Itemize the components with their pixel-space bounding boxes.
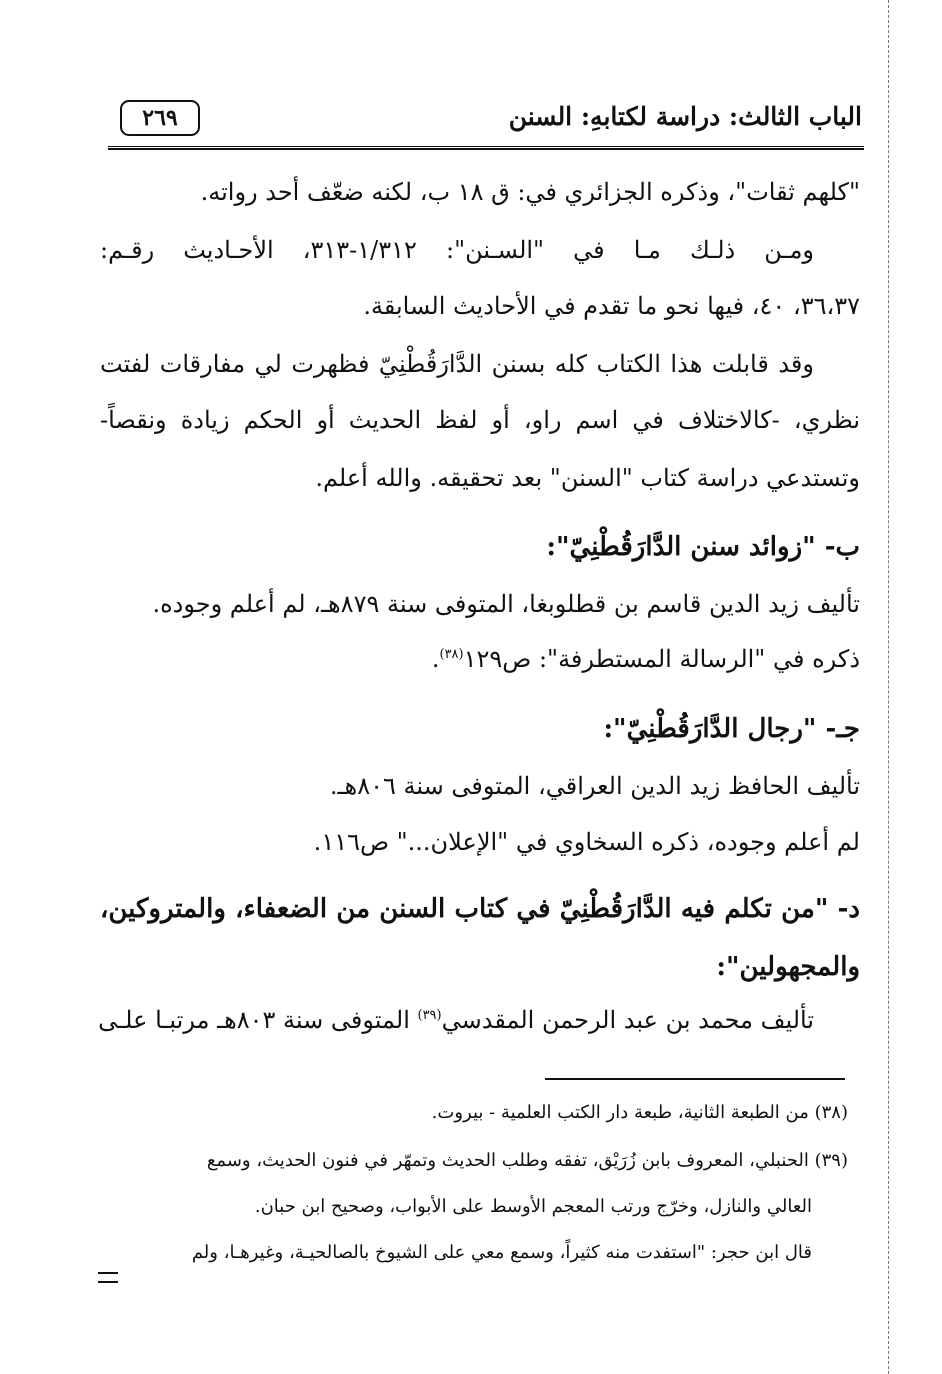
body-line-8 — [100, 645, 906, 673]
footnote-separator — [545, 1078, 845, 1080]
footnote-39-line-2: العالي والنازل، وخرّج ورتب المعجم الأوسط على الأبواب، وصحيح ابن حبان. — [254, 1196, 812, 1217]
body-line-11-start: تأليف محمد بن عبد الرحمن المقدسي — [441, 1006, 814, 1034]
body-line-2: ومـن ذلـك مـا في "السـنن": ١/٣١٢-٣١٣، الأحـاديث رقـم: — [100, 236, 815, 264]
footnote-ref-39: (٣٩) — [417, 1008, 442, 1023]
footnote-38: (٣٨) من الطبعة الثانية، طبعة دار الكتب العلمية - بيروت. — [431, 1102, 848, 1123]
running-header — [110, 98, 862, 144]
body-line-7: تأليف زيد الدين قاسم بن قطلوبغا، المتوفى سنة ٨٧٩هـ، لم أعلم وجوده. — [152, 590, 860, 618]
header-rule — [108, 146, 864, 150]
body-line-8-text: ذكره في "الرسالة المستطرفة": ص١٢٩ — [463, 645, 860, 673]
body-line-8-end: . — [431, 645, 440, 673]
page-edge-line — [888, 0, 889, 1374]
body-line-1: "كلهم ثقات"، وذكره الجزائري في: ق ١٨ ب، لكنه ضعّف أحد رواته. — [200, 178, 860, 206]
footnote-39-line-1: (٣٩) الحنبلي، المعروف بابن زُرَيْق، تفقه وطلب الحديث وتمهّر في فنون الحديث، وسمع — [206, 1150, 848, 1171]
section-heading-j: جـ- "رجال الدَّارَقُطْنِيّ": — [603, 714, 860, 744]
body-line-9: تأليف الحافظ زيد الدين العراقي، المتوفى سنة ٨٠٦هـ. — [329, 772, 860, 800]
section-heading-d-line-1: د- "من تكلم فيه الدَّارَقُطْنِيّ في كتاب السنن من الضعفاء، والمتروكين، — [100, 894, 860, 924]
footnote-39-line-3: قال ابن حجر: "استفدت منه كثيراً، وسمع معي على الشيوخ بالصالحيـة، وغيرهـا، ولم — [191, 1242, 812, 1263]
body-line-5: نظري، -كالاختلاف في اسم راو، أو لفظ الحديث أو الحكم زيادة ونقصاً- — [100, 406, 860, 434]
body-line-11 — [100, 1006, 860, 1034]
footnote-ref-38: (٣٨) — [439, 647, 464, 662]
page-number: ٢٦٩ — [120, 100, 200, 136]
body-line-3: ٣٦،٣٧، ٤٠، فيها نحو ما تقدم في الأحاديث السابقة. — [363, 292, 860, 320]
body-line-4: وقد قابلت هذا الكتاب كله بسنن الدَّارَقُطْنِيّ فظهرت لي مفارقات لفتت — [100, 350, 814, 378]
continuation-mark — [98, 1272, 118, 1283]
section-heading-b: ب- "زوائد سنن الدَّارَقُطْنِيّ": — [546, 532, 860, 562]
section-heading-d-line-2: والمجهولين": — [716, 952, 860, 982]
body-line-11-end: المتوفى سنة ٨٠٣هـ مرتبـا علـى — [98, 1006, 418, 1034]
chapter-title: الباب الثالث: دراسة لكتابهِ: السنن — [508, 102, 862, 131]
body-line-10: لم أعلم وجوده، ذكره السخاوي في "الإعلان..." ص١١٦. — [313, 828, 860, 856]
body-line-6: وتستدعي دراسة كتاب "السنن" بعد تحقيقه. والله أعلم. — [315, 464, 860, 492]
